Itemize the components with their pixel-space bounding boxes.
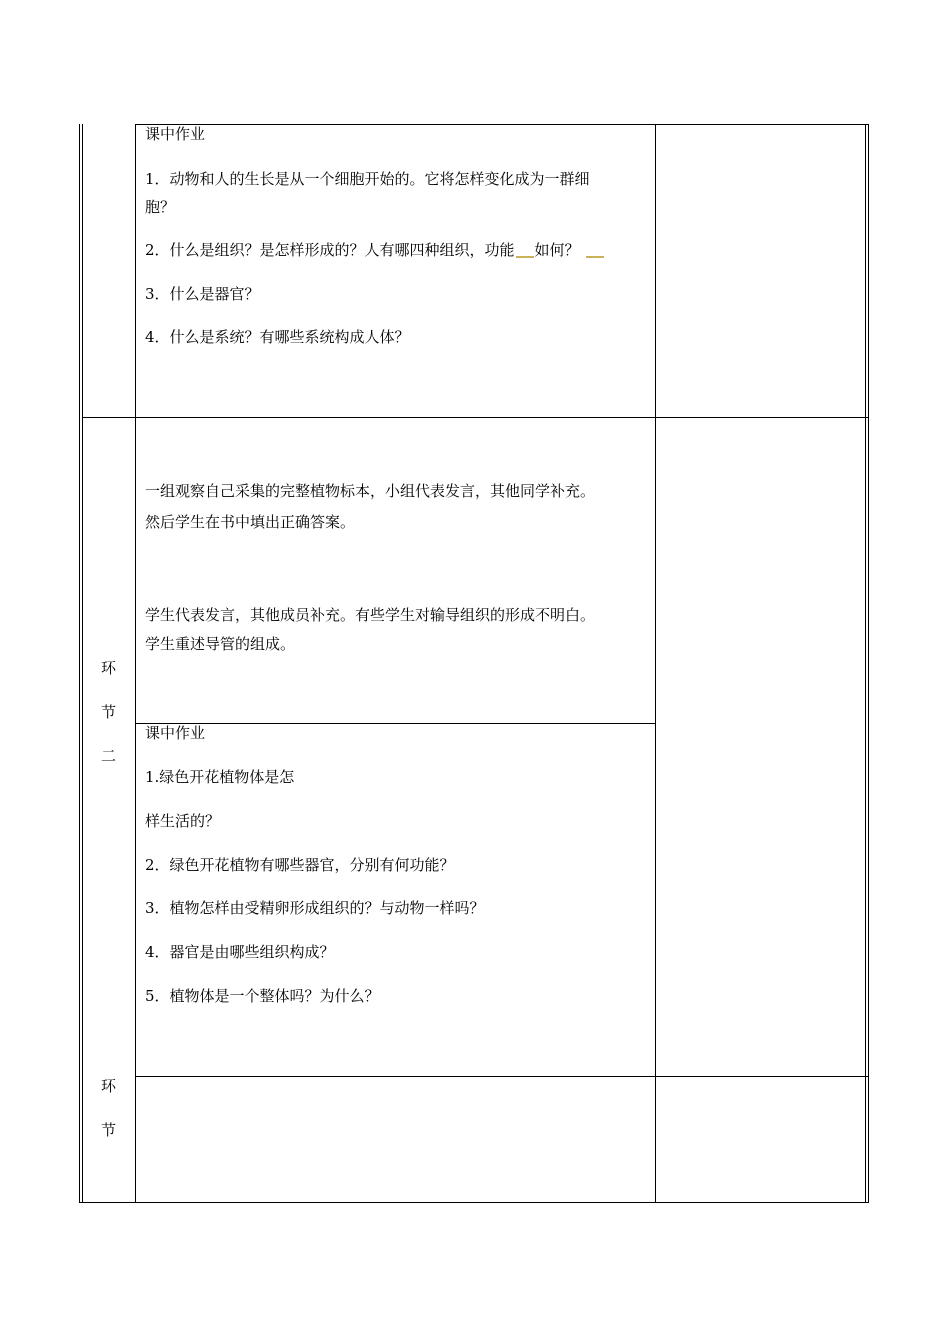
table-border-left-outer — [79, 124, 80, 1203]
table-border-bottom — [79, 1202, 869, 1203]
row2-activity-1-line-2: 然后学生在书中填出正确答案。 — [145, 513, 356, 531]
row1-question-2-part-1: 2．什么是组织？是怎样形成的？人有哪四种组织，功能 — [145, 241, 515, 259]
table-border-right-outer — [868, 124, 869, 1203]
table-border-top — [135, 124, 869, 125]
row2-activity-2-line-2: 学生重述导管的组成。 — [145, 635, 296, 653]
blank-mark — [516, 256, 534, 258]
row2-homework-4: 4．器官是由哪些组织构成？ — [145, 943, 335, 961]
row2-homework-3: 3．植物怎样由受精卵形成组织的？与动物一样吗？ — [145, 899, 485, 917]
row2-homework-heading: 课中作业 — [145, 724, 206, 742]
row-divider-1 — [82, 417, 869, 418]
row-divider-2 — [135, 1076, 869, 1077]
row2-homework-5: 5．植物体是一个整体吗？为什么？ — [145, 987, 380, 1005]
column-divider-2 — [655, 124, 656, 1203]
inner-cell-divider — [135, 723, 656, 724]
row1-heading: 课中作业 — [145, 125, 206, 143]
blank-mark — [586, 256, 604, 258]
table-border-left-inner — [82, 124, 83, 1203]
row2-activity-1-line-1: 一组观察自己采集的完整植物标本，小组代表发言，其他同学补充。 — [145, 482, 596, 500]
table-border-right-inner — [865, 124, 866, 1203]
row1-question-1-line-1: 1．动物和人的生长是从一个细胞开始的。它将怎样变化成为一群细 — [145, 170, 590, 188]
row1-question-3: 3．什么是器官？ — [145, 285, 260, 303]
row2-label-char-2: 节 — [101, 703, 117, 721]
row1-question-4: 4．什么是系统？有哪些系统构成人体？ — [145, 328, 410, 346]
row2-homework-2: 2．绿色开花植物有哪些器官，分别有何功能？ — [145, 856, 455, 874]
row1-question-2 — [145, 240, 605, 260]
row1-question-2-part-2: 如何？ — [534, 241, 580, 259]
column-divider-1 — [135, 124, 136, 1203]
row2-homework-1-line-1: 1.绿色开花植物体是怎 — [145, 768, 295, 786]
row2-label-char-3: 二 — [101, 747, 117, 765]
row2-label-char-1: 环 — [101, 659, 117, 677]
row1-question-1-line-2: 胞？ — [145, 198, 176, 216]
row3-label-char-1: 环 — [101, 1077, 117, 1095]
row2-homework-1-line-2: 样生活的？ — [145, 812, 221, 830]
row2-activity-2-line-1: 学生代表发言，其他成员补充。有些学生对输导组织的形成不明白。 — [145, 606, 596, 624]
row3-label-char-2: 节 — [101, 1121, 117, 1139]
